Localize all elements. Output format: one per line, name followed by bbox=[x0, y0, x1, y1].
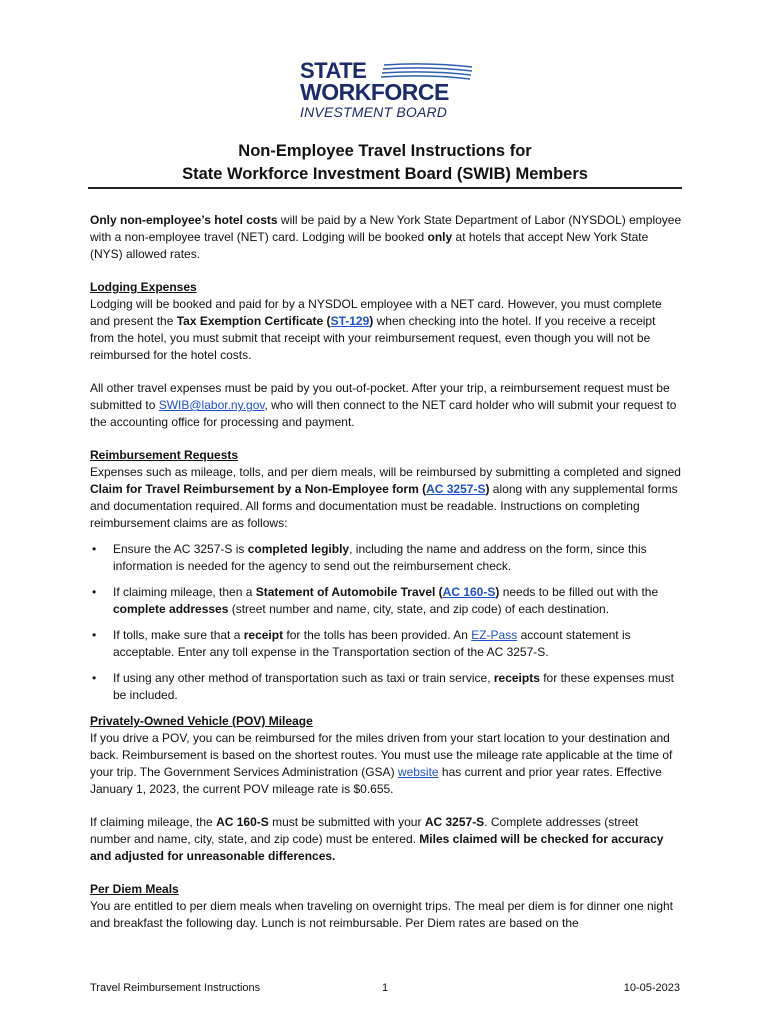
pov-text-1: If you drive a POV, you can be reimbursed for the miles driven from your start location to your destination and back. Reimbursement is based on the shortest routes. You must use the mileage rate applicable at the time of your trip. The Government Services Administration (GSA) bbox=[90, 731, 673, 779]
reimb-text-2: along with any supplemental forms and documentation required. All forms and documentation must be readable. Instructions on completing reimbursement claims are as follows: bbox=[90, 482, 678, 530]
list-item bbox=[90, 670, 682, 704]
lodging-bold-close: ) bbox=[369, 314, 374, 328]
intro-bold-only: only bbox=[427, 230, 453, 244]
claim-text-3: . Complete addresses (street number and name, city, state, and zip code) must be entered. bbox=[90, 815, 639, 846]
swib-email-link[interactable]: SWIB@labor.ny.gov bbox=[158, 398, 265, 412]
other-text-1: All other travel expenses must be paid by you out-of-pocket. After your trip, a reimbursement request must be submitted to bbox=[90, 381, 670, 412]
list-item bbox=[90, 541, 682, 575]
lodging-text-1: Lodging will be booked and paid for by a NYSDOL employee with a NET card. However, you must complete and present the bbox=[90, 297, 662, 328]
document-title bbox=[90, 140, 680, 186]
other-expenses-paragraph bbox=[90, 380, 682, 431]
intro-text-1: will be paid by a New York State Department of Labor (NYSDOL) employee with a non-employee travel (NET) card. Lodging will be booked bbox=[90, 213, 682, 244]
list-item bbox=[90, 627, 682, 661]
title-divider bbox=[88, 187, 682, 189]
footer-page-number: 1 bbox=[382, 982, 389, 994]
lodging-text-2: when checking into the hotel. If you receive a receipt from the hotel, you must submit that receipt with your reimbursement request, even though you will not be reimbursed for the hotel costs. bbox=[90, 314, 656, 362]
gsa-website-link[interactable]: website bbox=[397, 765, 439, 779]
other-text-2: , who will then connect to the NET card holder who will submit your request to the accounting office for processing and payment. bbox=[90, 398, 677, 429]
list-item bbox=[90, 584, 682, 618]
swib-logo bbox=[300, 60, 475, 122]
title-line-2: State Workforce Investment Board (SWIB) Members bbox=[182, 165, 588, 183]
title-line-1: Non-Employee Travel Instructions for bbox=[238, 142, 532, 160]
pov-heading: Privately-Owned Vehicle (POV) Mileage bbox=[90, 714, 313, 728]
claim-text-1: If claiming mileage, the bbox=[90, 815, 217, 829]
bullet3-text-1: If tolls, make sure that a bbox=[113, 628, 244, 642]
intro-paragraph bbox=[90, 212, 682, 263]
lodging-bold-cert: Tax Exemption Certificate ( bbox=[176, 314, 331, 328]
bullet4-text-2: for these expenses must be included. bbox=[113, 671, 674, 702]
bullet2-bold-statement: Statement of Automobile Travel ( bbox=[255, 585, 443, 599]
intro-text-2: at hotels that accept New York State (NYS) allowed rates. bbox=[90, 230, 649, 261]
bullet2-text-2: needs to be filled out with the bbox=[499, 585, 659, 599]
reimbursement-paragraph bbox=[90, 464, 682, 532]
ez-pass-link[interactable]: EZ-Pass bbox=[471, 628, 518, 642]
bullet1-bold: completed legibly bbox=[247, 542, 350, 556]
reimb-text-1: Expenses such as mileage, tolls, and per diem meals, will be reimbursed by submitting a completed and signed bbox=[90, 465, 681, 479]
bullet4-text-1: If using any other method of transportation such as taxi or train service, bbox=[113, 671, 494, 685]
bullet2-text-3: (street number and name, city, state, and zip code) of each destination. bbox=[228, 602, 610, 616]
bullet4-bold-receipts: receipts bbox=[493, 671, 540, 685]
claim-bold-checked: Miles claimed will be checked for accuracy and adjusted for unreasonable differences. bbox=[90, 832, 664, 863]
reimb-bold-form: Claim for Travel Reimbursement by a Non-Employee form ( bbox=[90, 482, 427, 496]
logo-line-state: STATE bbox=[300, 58, 367, 83]
bullet2-bold-close: ) bbox=[495, 585, 500, 599]
ac-160-s-link[interactable]: AC 160-S bbox=[442, 585, 496, 599]
lodging-heading: Lodging Expenses bbox=[90, 280, 197, 294]
bullet2-bold-addresses: complete addresses bbox=[113, 602, 229, 616]
ac-3257-s-link[interactable]: AC 3257-S bbox=[426, 482, 486, 496]
reimb-bold-close: ) bbox=[485, 482, 490, 496]
document-body bbox=[90, 212, 682, 932]
bullet1-text-2: , including the name and address on the form, since this information is needed for the agency to send out the reimbursement check. bbox=[113, 542, 647, 573]
claim-bold-ac160s: AC 160-S bbox=[216, 815, 269, 829]
pov-paragraph bbox=[90, 730, 682, 798]
footer-document-name: Travel Reimbursement Instructions bbox=[90, 982, 261, 994]
logo-line-workforce: WORKFORCE bbox=[300, 79, 449, 105]
pov-text-2: has current and prior year rates. Effective January 1, 2023, the current POV mileage rate is $0.655. bbox=[90, 765, 662, 796]
intro-bold-hotel-costs: Only non-employee’s hotel costs bbox=[90, 213, 278, 227]
logo-line-investment-board: INVESTMENT BOARD bbox=[300, 104, 448, 120]
bullet1-text-1: Ensure the AC 3257-S is bbox=[113, 542, 248, 556]
bullet3-text-2: for the tolls has been provided. An bbox=[283, 628, 472, 642]
bullet3-text-3: account statement is acceptable. Enter any toll expense in the Transportation section of the AC 3257-S. bbox=[113, 628, 631, 659]
claim-bold-ac3257s: AC 3257-S bbox=[424, 815, 485, 829]
bullet3-bold-receipt: receipt bbox=[243, 628, 284, 642]
lodging-paragraph bbox=[90, 296, 682, 364]
footer-date: 10-05-2023 bbox=[623, 982, 680, 994]
reimbursement-instructions-list bbox=[90, 541, 682, 704]
bullet2-text-1: If claiming mileage, then a bbox=[113, 585, 256, 599]
reimbursement-heading: Reimbursement Requests bbox=[90, 448, 239, 462]
per-diem-paragraph: You are entitled to per diem meals when traveling on overnight trips. The meal per diem is for dinner one night and breakfast the following day. Lunch is not reimbursable. Per Diem rates are based on the bbox=[90, 899, 673, 930]
st-129-link[interactable]: ST-129 bbox=[330, 314, 370, 328]
per-diem-heading: Per Diem Meals bbox=[90, 882, 179, 896]
claim-text-2: must be submitted with your bbox=[268, 815, 425, 829]
mileage-claim-paragraph bbox=[90, 814, 682, 865]
